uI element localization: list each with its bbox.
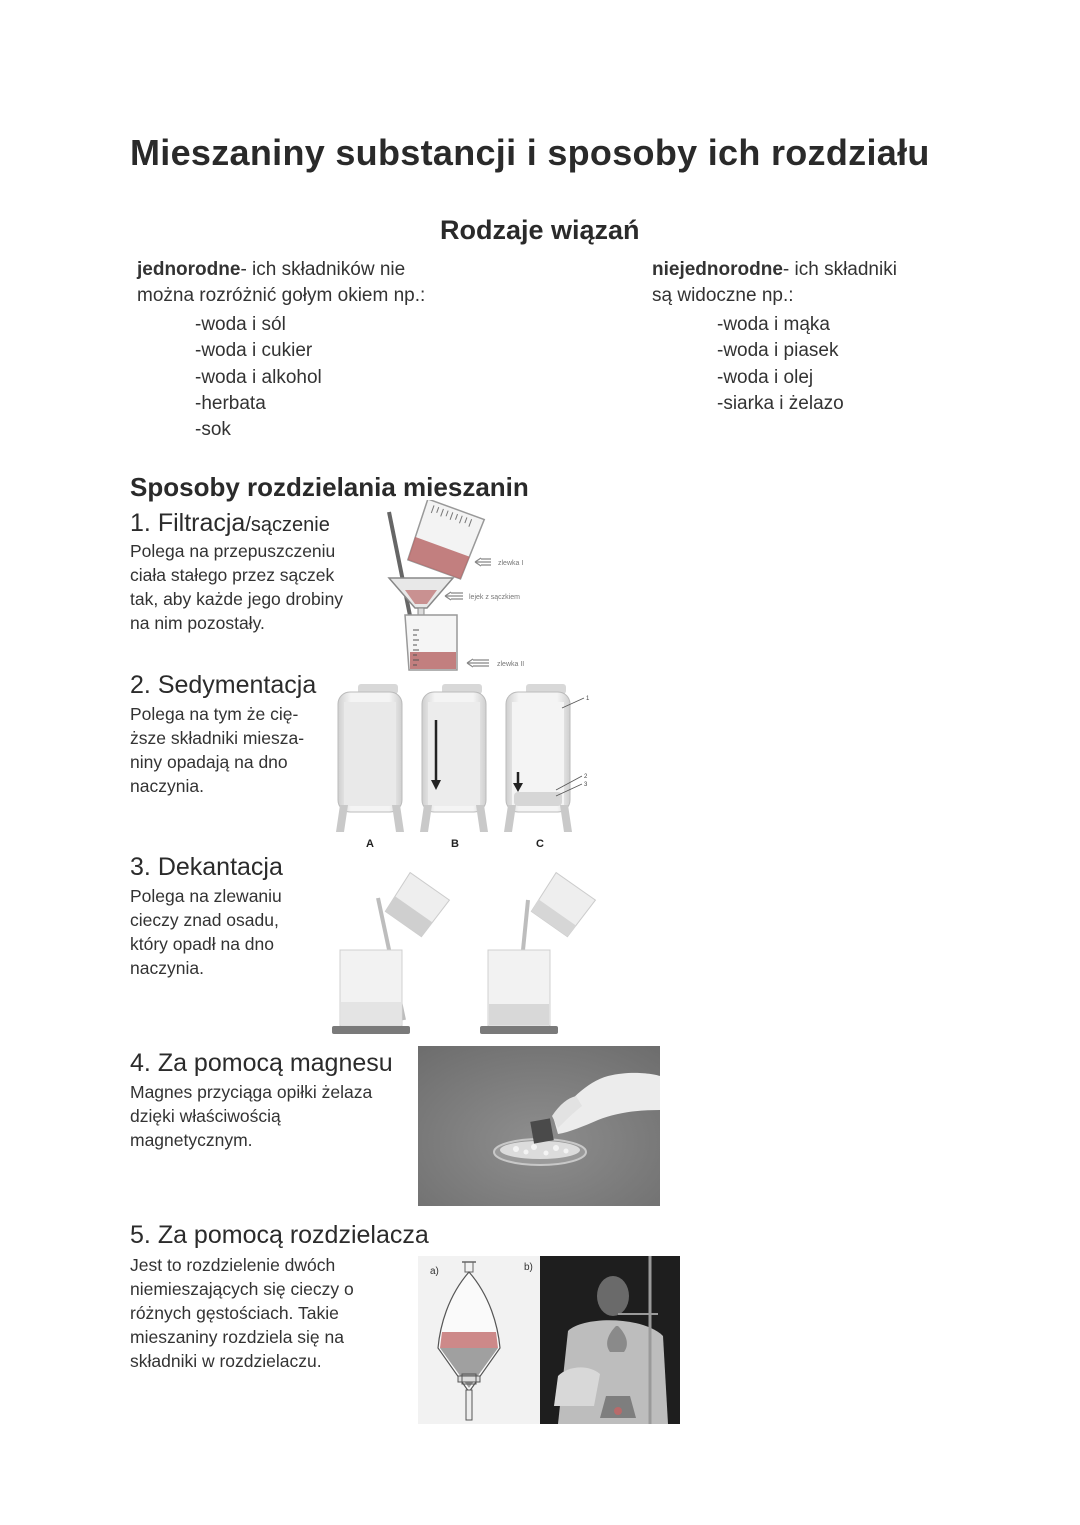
label-beaker-1: zlewka I xyxy=(498,560,524,567)
desc-line: ciała stałego przez sączek xyxy=(130,565,335,585)
method-3-heading xyxy=(130,853,283,882)
desc-line: składniki w rozdzielaczu. xyxy=(130,1351,322,1371)
label-2: 2 xyxy=(584,774,588,780)
desc-line: magnetycznym. xyxy=(130,1130,253,1150)
homogeneous-examples xyxy=(195,312,322,443)
filtration-illustration xyxy=(375,500,555,675)
method-alt-name: /sączenie xyxy=(245,514,330,536)
homogeneous-definition xyxy=(137,257,557,309)
homogeneous-desc-2: można rozróżnić gołym okiem np.: xyxy=(137,285,426,306)
method-name: Dekantacja xyxy=(157,853,283,881)
desc-line: na nim pozostały. xyxy=(130,613,265,633)
heterogeneous-desc-1: - ich składniki xyxy=(782,259,897,280)
list-item: -woda i mąka xyxy=(717,314,830,335)
method-number: 4. xyxy=(130,1049,151,1077)
label-c: C xyxy=(536,838,544,850)
heterogeneous-desc-2: są widoczne np.: xyxy=(652,285,794,306)
beaker-1 xyxy=(406,500,484,580)
method-number: 5. xyxy=(130,1221,151,1249)
label-a: a) xyxy=(430,1266,439,1277)
desc-line: dzięki właściwością xyxy=(130,1106,281,1126)
method-2-heading xyxy=(130,671,316,700)
label-funnel: lejek z sączkiem xyxy=(469,594,520,601)
heterogeneous-examples xyxy=(717,312,844,417)
label-b: b) xyxy=(524,1262,533,1273)
label-b: B xyxy=(451,838,459,850)
homogeneous-term: jednorodne xyxy=(137,259,241,280)
decantation-right xyxy=(480,873,595,1034)
list-item: -woda i piasek xyxy=(717,340,839,362)
desc-line: naczynia. xyxy=(130,776,204,796)
method-5-heading xyxy=(130,1221,429,1250)
method-name: Za pomocą magnesu xyxy=(157,1049,393,1077)
method-number: 1. xyxy=(130,509,151,537)
label-3: 3 xyxy=(584,782,588,788)
heterogeneous-term: niejednorodne xyxy=(652,259,783,280)
list-item: -sok xyxy=(195,419,231,441)
separator-illustration xyxy=(418,1256,680,1424)
sedimentation-illustration xyxy=(330,680,610,852)
vessel-c xyxy=(504,684,584,832)
method-3-description xyxy=(130,884,282,980)
method-number: 2. xyxy=(130,671,151,699)
desc-line: ższe składniki miesza- xyxy=(130,728,305,748)
method-4-description xyxy=(130,1080,372,1152)
method-name: Za pomocą rozdzielacza xyxy=(157,1221,429,1249)
desc-line: tak, aby każde jego drobiny xyxy=(130,589,344,609)
method-4-heading xyxy=(130,1049,393,1078)
desc-line: różnych gęstościach. Takie xyxy=(130,1303,339,1323)
method-5-description xyxy=(130,1253,354,1373)
desc-line: Magnes przyciąga opiłki żelaza xyxy=(130,1082,373,1102)
list-item: -siarka i żelazo xyxy=(717,392,844,414)
method-name: Sedymentacja xyxy=(157,671,317,699)
label-beaker-2: zlewka II xyxy=(497,661,525,668)
vessel-a xyxy=(336,684,404,832)
desc-line: Polega na zlewaniu xyxy=(130,886,282,906)
list-item: -woda i alkohol xyxy=(195,366,322,388)
list-item: -herbata xyxy=(195,392,266,414)
list-item: -woda i olej xyxy=(717,366,814,388)
vessel-b xyxy=(420,684,488,832)
list-item: -woda i sól xyxy=(195,314,286,335)
homogeneous-desc-1: - ich składników nie xyxy=(240,259,406,280)
list-item: -woda i cukier xyxy=(195,340,313,362)
desc-line: niny opadają na dno xyxy=(130,752,288,772)
magnet xyxy=(530,1118,554,1143)
method-2-description xyxy=(130,702,304,798)
desc-line: Polega na przepuszczeniu xyxy=(130,541,336,561)
magnet-photo xyxy=(418,1046,660,1206)
decantation-left xyxy=(332,873,449,1034)
label-1: 1 xyxy=(586,696,590,702)
desc-line: Jest to rozdzielenie dwóch xyxy=(130,1255,336,1275)
desc-line: naczynia. xyxy=(130,958,204,978)
method-1-heading xyxy=(130,509,330,538)
method-number: 3. xyxy=(130,853,151,881)
desc-line: niemieszających się cieczy o xyxy=(130,1279,354,1299)
method-1-description xyxy=(130,539,343,635)
decantation-illustration xyxy=(328,870,600,1038)
label-a: A xyxy=(366,838,374,850)
page-title: Mieszaniny substancji i sposoby ich rozdziału xyxy=(130,132,930,173)
desc-line: mieszaniny rozdziela się na xyxy=(130,1327,344,1347)
desc-line: Polega na tym że cię- xyxy=(130,704,299,724)
method-name: Filtracja xyxy=(157,509,246,537)
heterogeneous-definition xyxy=(652,257,1032,309)
desc-line: który opadł na dno xyxy=(130,934,274,954)
methods-heading: Sposoby rozdzielania mieszanin xyxy=(130,472,529,502)
desc-line: cieczy znad osadu, xyxy=(130,910,279,930)
types-heading: Rodzaje wiązań xyxy=(440,215,640,245)
